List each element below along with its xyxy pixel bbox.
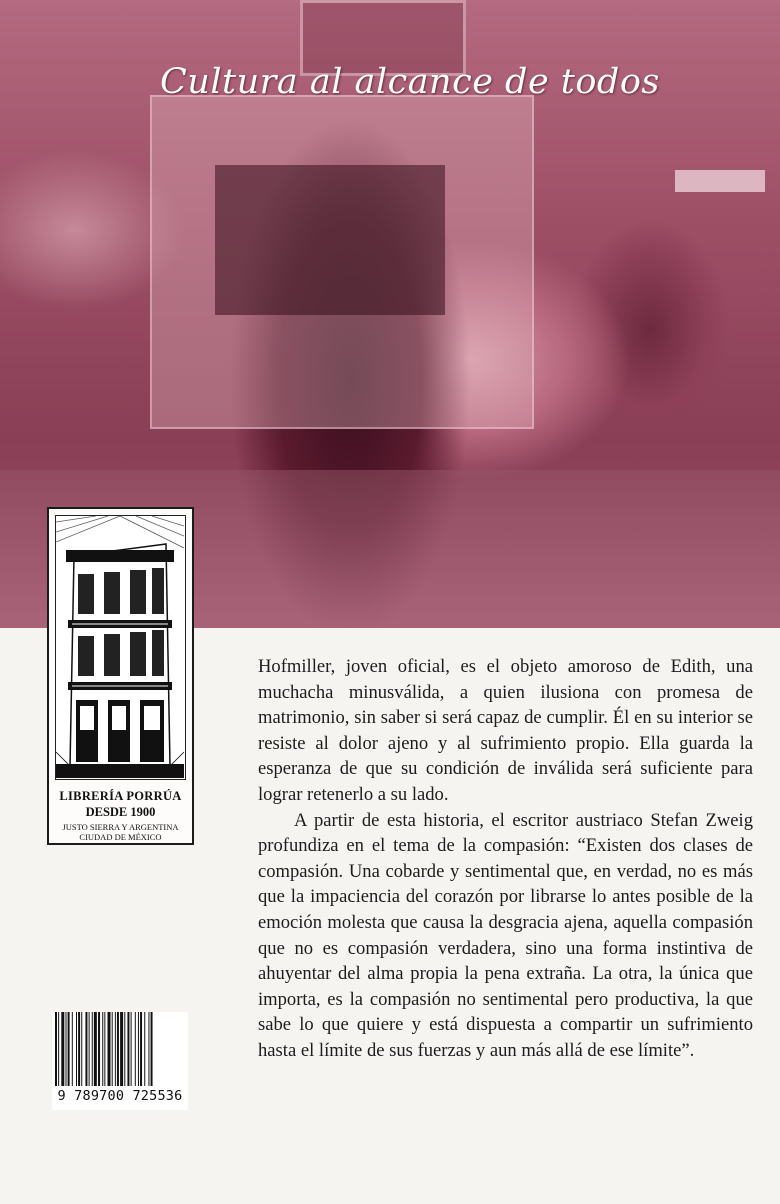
bookstore-building-icon [55, 515, 186, 780]
isbn-digits: 9 789700 725536 [57, 1088, 183, 1104]
publisher-address-line2: CIUDAD DE MÉXICO [79, 832, 162, 842]
publisher-since: DESDE 1900 [85, 805, 156, 819]
isbn-barcode [52, 1012, 188, 1110]
book-synopsis [258, 654, 753, 1064]
publisher-logo [47, 507, 194, 845]
side-shelf [675, 170, 765, 192]
synopsis-paragraph-1: Hofmiller, joven oficial, es el objeto amoroso de Edith, una muchacha minusválida, a quien ilusiona con promesa de matrimonio, sin saber si será capaz de cumplir. Él en su interior se resiste al dolor ajeno y al sufrimiento propio. Ella guarda la esperanza de que su condición de inválida será suficiente para lograr retenerlo a su lado. [258, 656, 753, 805]
barcode-bars [55, 1012, 185, 1088]
fireplace [215, 165, 445, 315]
publisher-name: LIBRERÍA PORRÚA [59, 789, 182, 803]
publisher-address-line1: JUSTO SIERRA Y ARGENTINA [62, 822, 179, 832]
synopsis-paragraph-2: A partir de esta historia, el escritor austriaco Stefan Zweig profundiza en el tema de la compasión: “Existen dos clases de compasión. Una cobarde y sentimental que, en verdad, no es más que la impaciencia del corazón por librarse lo antes posible de la emoción molesta que causa la desgracia ajena, aquella compasión que no es compasión verdadera, sino una forma instintiva de ahuyentar del alma propia la pena extraña. La otra, la única que importa, es la compasión no sentimental pero productiva, la que sabe lo que quiere y está dispuesta a compartir un sufrimiento hasta el límite de sus fuerzas y aun más allá de ese límite”. [258, 809, 753, 1061]
cover-tagline: Cultura al alcance de todos [160, 62, 660, 102]
